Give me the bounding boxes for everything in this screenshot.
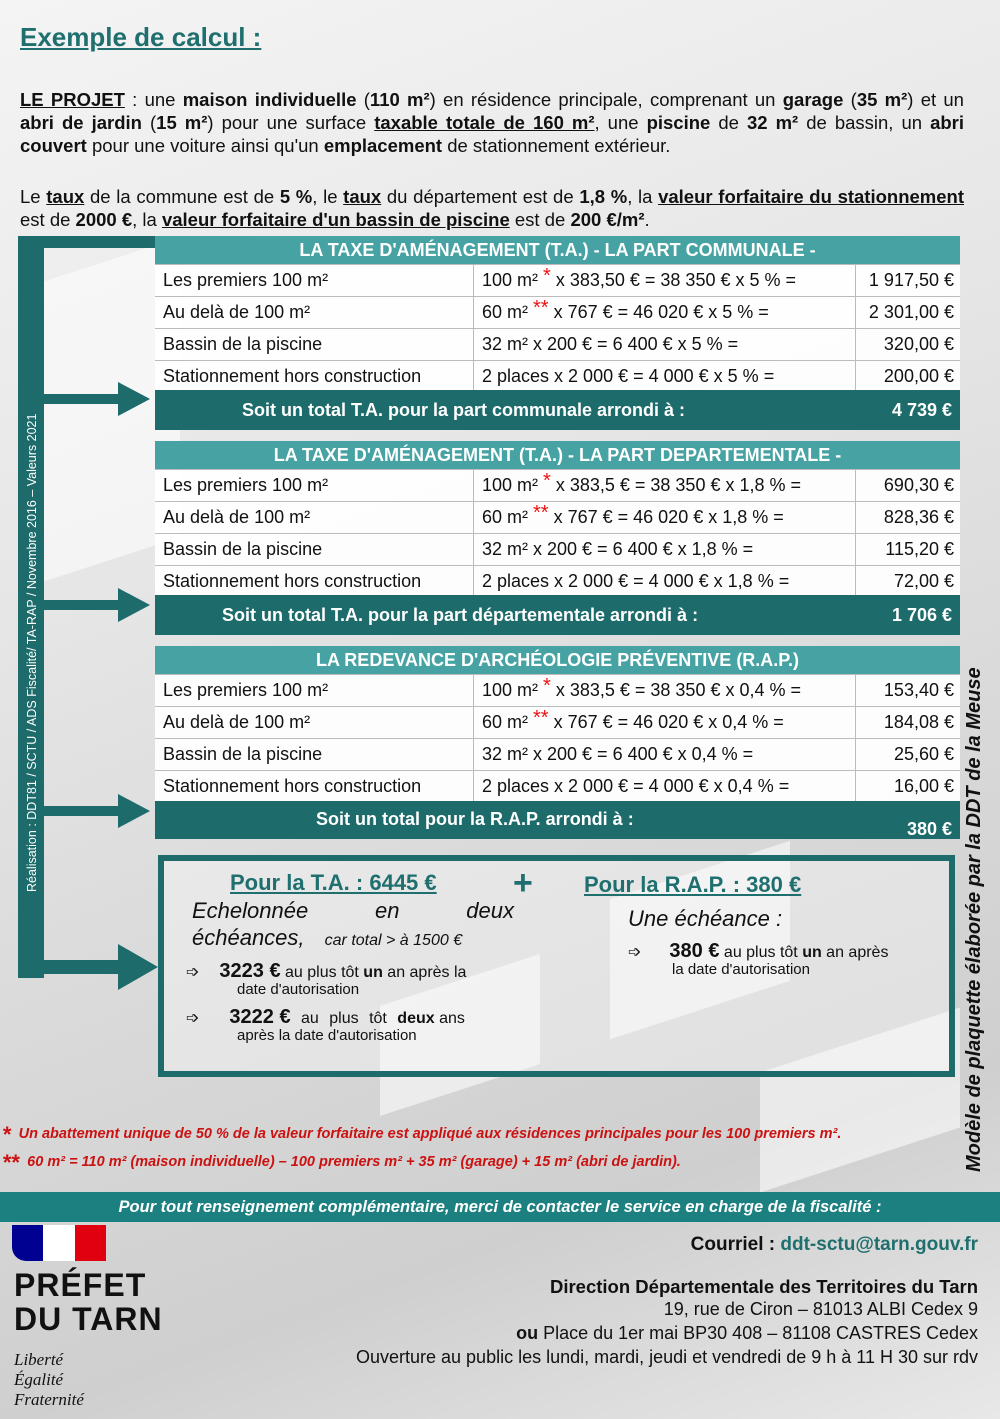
line2: la date d'autorisation bbox=[672, 961, 810, 978]
address-2 bbox=[516, 1322, 978, 1345]
total-bar-departementale bbox=[155, 595, 960, 635]
row-calculation: 60 m² ** x 767 € = 46 020 € x 5 % = bbox=[474, 297, 856, 328]
ta-echelon-line bbox=[192, 898, 514, 924]
addr-castres: Place du 1er mai BP30 408 – 81108 CASTRES Cedex bbox=[538, 1323, 978, 1343]
intro-fragment: , une bbox=[594, 112, 647, 133]
ta-line1: Echelonnée en deux bbox=[192, 898, 514, 923]
flag-white bbox=[43, 1225, 74, 1261]
flag-blue bbox=[12, 1225, 43, 1261]
rap-summary-title: Pour la R.A.P. : 380 € bbox=[584, 872, 802, 897]
intro-fragment: taux bbox=[343, 186, 382, 207]
bold-word: deux bbox=[397, 1010, 435, 1027]
table-ta-communale bbox=[155, 236, 960, 392]
intro-fragment: valeur forfaitaire du stationnement bbox=[658, 186, 964, 207]
row-label: Bassin de la piscine bbox=[155, 329, 474, 360]
page-title: Exemple de calcul : bbox=[20, 22, 262, 52]
row-label: Au delà de 100 m² bbox=[155, 707, 474, 738]
row-calculation: 32 m² x 200 € = 6 400 € x 0,4 % = bbox=[474, 739, 856, 770]
table-title: LA TAXE D'AMÉNAGEMENT (T.A.) - LA PART DEPARTEMENTALE - bbox=[155, 441, 960, 469]
arrow-head-icon bbox=[118, 944, 158, 990]
line2: après la date d'autorisation bbox=[237, 1027, 417, 1044]
republic-motto bbox=[14, 1350, 84, 1410]
arrow-shaft bbox=[44, 600, 120, 610]
contact-bar: Pour tout renseignement complémentaire, merci de contacter le service en charge de la fiscalité : bbox=[0, 1192, 1000, 1222]
arrow-head-icon bbox=[118, 588, 150, 622]
row-label: Les premiers 100 m² bbox=[155, 675, 474, 706]
intro-fragment: est de bbox=[509, 209, 571, 230]
row-value: 828,36 € bbox=[883, 507, 954, 527]
row-calculation: 2 places x 2 000 € = 4 000 € x 1,8 % = bbox=[474, 566, 856, 597]
total-label: Soit un total T.A. pour la part départementale arrondi à : bbox=[222, 605, 699, 625]
row-value: 16,00 € bbox=[893, 776, 954, 796]
row-value: 72,00 € bbox=[893, 571, 954, 591]
table-row bbox=[155, 264, 960, 296]
intro-fragment: 32 m² bbox=[746, 112, 799, 133]
arrow-right-icon: ➩ bbox=[186, 1010, 200, 1027]
row-calculation: 100 m² * x 383,5 € = 38 350 € x 0,4 % = bbox=[474, 675, 856, 706]
total-value: 380 € bbox=[906, 819, 952, 839]
intro-fragment: taux bbox=[46, 186, 85, 207]
intro-fragment: 15 m² bbox=[156, 112, 208, 133]
rap-line1: Une échéance : bbox=[628, 906, 783, 931]
intro-fragment: , le bbox=[312, 186, 344, 207]
intro-fragment: ) pour une surface bbox=[207, 112, 375, 133]
total-label: Soit un total T.A. pour la part communale arrondi à : bbox=[242, 400, 686, 420]
email-label: Courriel : bbox=[690, 1234, 781, 1255]
addr-or: ou bbox=[516, 1323, 539, 1343]
row-calculation: 32 m² x 200 € = 6 400 € x 5 % = bbox=[474, 329, 856, 360]
intro-fragment: , la bbox=[132, 209, 162, 230]
footnote-star: ** bbox=[533, 502, 549, 524]
row-calculation: 60 m² ** x 767 € = 46 020 € x 0,4 % = bbox=[474, 707, 856, 738]
intro-fragment: , la bbox=[627, 186, 659, 207]
intro-fragment: : une bbox=[124, 89, 183, 110]
table-row bbox=[155, 360, 960, 392]
row-label: Bassin de la piscine bbox=[155, 739, 474, 770]
ta-line2b: car total > à 1500 € bbox=[324, 932, 463, 949]
table-row bbox=[155, 296, 960, 328]
ta-installment-2 bbox=[186, 1006, 465, 1044]
intro-fragment: maison individuelle bbox=[182, 89, 357, 110]
motto-fraternite: Fraternité bbox=[14, 1390, 84, 1409]
intro-fragment: ( bbox=[356, 89, 370, 110]
row-value: 200,00 € bbox=[883, 366, 954, 386]
table-row bbox=[155, 738, 960, 770]
table-rows bbox=[155, 264, 960, 392]
text: au plus tôt bbox=[280, 964, 364, 981]
row-calculation: 60 m² ** x 767 € = 46 020 € x 1,8 % = bbox=[474, 502, 856, 533]
prefet-logo-text bbox=[14, 1268, 163, 1336]
arrow-head-icon bbox=[118, 794, 150, 828]
text: au plus tôt bbox=[290, 1010, 398, 1027]
footnote-text: 60 m² = 110 m² (maison individuelle) – 100 premiers m² + 35 m² (garage) + 15 m² (abri de jardin). bbox=[27, 1154, 681, 1170]
footnote-2 bbox=[2, 1150, 681, 1176]
row-value: 153,40 € bbox=[883, 680, 954, 700]
intro-fragment: piscine bbox=[646, 112, 711, 133]
text: an après la bbox=[382, 964, 467, 981]
intro-fragment: abri de jardin bbox=[20, 112, 142, 133]
row-label: Bassin de la piscine bbox=[155, 534, 474, 565]
footnote-star: * bbox=[543, 265, 551, 287]
bold-word: un bbox=[363, 964, 383, 981]
email-link[interactable]: ddt-sctu@tarn.gouv.fr bbox=[780, 1234, 978, 1255]
intro-fragment: emplacement bbox=[323, 135, 443, 156]
text: an après bbox=[821, 944, 889, 961]
ta-line2a: échéances, bbox=[192, 925, 305, 950]
text: au plus tôt bbox=[719, 944, 803, 961]
text: ans bbox=[434, 1010, 465, 1027]
table-row bbox=[155, 770, 960, 802]
intro-fragment: 2000 € bbox=[75, 209, 133, 230]
intro-fragment: garage bbox=[782, 89, 844, 110]
org-name: Direction Départementale des Territoires du Tarn bbox=[549, 1276, 978, 1297]
intro-fragment: 200 €/m² bbox=[570, 209, 645, 230]
footnote-star: * bbox=[543, 675, 551, 697]
motto-egalite: Égalité bbox=[14, 1370, 64, 1389]
ta-installment-1 bbox=[186, 960, 466, 998]
total-value: 1 706 € bbox=[891, 605, 952, 625]
intro-fragment: du département est de bbox=[381, 186, 580, 207]
footnote-star: ** bbox=[533, 707, 549, 729]
total-label: Soit un total pour la R.A.P. arrondi à : bbox=[316, 809, 634, 829]
arrows-svg bbox=[0, 0, 175, 1000]
row-value: 184,08 € bbox=[883, 712, 954, 732]
arrow-shaft bbox=[44, 394, 120, 404]
table-row bbox=[155, 469, 960, 501]
intro-fragment: 1,8 % bbox=[579, 186, 628, 207]
row-label: Stationnement hors construction bbox=[155, 771, 474, 802]
flag-red bbox=[75, 1225, 106, 1261]
footnote-star: * bbox=[543, 470, 551, 492]
motto-liberte: Liberté bbox=[14, 1350, 64, 1369]
table-row bbox=[155, 328, 960, 360]
address-3: Ouverture au public les lundi, mardi, jeudi et vendredi de 9 h à 11 H 30 sur rdv bbox=[355, 1347, 978, 1367]
email-line bbox=[691, 1234, 978, 1256]
row-calculation: 2 places x 2 000 € = 4 000 € x 0,4 % = bbox=[474, 771, 856, 802]
row-calculation: 32 m² x 200 € = 6 400 € x 1,8 % = bbox=[474, 534, 856, 565]
arrow-right-icon: ➩ bbox=[628, 944, 642, 961]
row-value: 320,00 € bbox=[883, 334, 954, 354]
intro-fragment: pour une voiture ainsi qu'un bbox=[86, 135, 324, 156]
table-row bbox=[155, 501, 960, 533]
row-label: Les premiers 100 m² bbox=[155, 470, 474, 501]
intro-fragment: 5 % bbox=[279, 186, 313, 207]
intro-fragment: ( bbox=[843, 89, 857, 110]
intro-fragment: valeur forfaitaire d'un bassin de piscine bbox=[161, 209, 510, 230]
row-calculation: 100 m² * x 383,5 € = 38 350 € x 1,8 % = bbox=[474, 470, 856, 501]
total-bar-communale bbox=[155, 390, 960, 430]
row-label: Les premiers 100 m² bbox=[155, 265, 474, 296]
row-calculation: 100 m² * x 383,50 € = 38 350 € x 5 % = bbox=[474, 265, 856, 296]
row-label: Stationnement hors construction bbox=[155, 361, 474, 392]
intro-fragment: ) en résidence principale, comprenant un bbox=[429, 89, 783, 110]
address-1: 19, rue de Ciron – 81013 ALBI Cedex 9 bbox=[663, 1299, 978, 1319]
intro-fragment: de bassin, un bbox=[798, 112, 931, 133]
intro-fragment: taxable totale de 160 m² bbox=[374, 112, 595, 133]
intro-fragment: de bbox=[710, 112, 747, 133]
footnote-mark: * bbox=[2, 1122, 11, 1147]
table-row bbox=[155, 565, 960, 597]
intro-fragment: 110 m² bbox=[369, 89, 430, 110]
arrow-shaft bbox=[44, 806, 120, 816]
row-label: Stationnement hors construction bbox=[155, 566, 474, 597]
credits-vertical-text: Réalisation : DDT81 / SCTU / ADS Fiscalité/ TA-RAP / Novembre 2016 – Valeurs 2021 bbox=[25, 413, 39, 892]
table-rows bbox=[155, 469, 960, 597]
logo-line1: PRÉFET bbox=[14, 1267, 147, 1303]
table-row bbox=[155, 706, 960, 738]
table-row bbox=[155, 533, 960, 565]
row-value: 690,30 € bbox=[883, 475, 954, 495]
row-calculation: 2 places x 2 000 € = 4 000 € x 5 % = bbox=[474, 361, 856, 392]
footnote-mark: ** bbox=[2, 1150, 20, 1175]
intro-fragment: de la commune est de bbox=[84, 186, 280, 207]
table-rows bbox=[155, 674, 960, 802]
table-title: LA TAXE D'AMÉNAGEMENT (T.A.) - LA PART COMMUNALE - bbox=[155, 236, 960, 264]
arrow-right-icon: ➩ bbox=[186, 964, 200, 981]
table-title: LA REDEVANCE D'ARCHÉOLOGIE PRÉVENTIVE (R.A.P.) bbox=[155, 646, 960, 674]
row-label: Au delà de 100 m² bbox=[155, 502, 474, 533]
marianne-logo bbox=[12, 1225, 106, 1261]
ta-summary-title: Pour la T.A. : 6445 € bbox=[230, 870, 437, 895]
intro-fragment: ) et un bbox=[907, 89, 964, 110]
footnote-1 bbox=[2, 1122, 841, 1148]
arrow-head-icon bbox=[118, 382, 150, 416]
intro-fragment: est de bbox=[20, 209, 76, 230]
intro-fragment: de stationnement extérieur. bbox=[442, 135, 671, 156]
rap-installment bbox=[628, 940, 888, 978]
intro-fragment: 35 m² bbox=[856, 89, 908, 110]
amount: 380 € bbox=[669, 940, 720, 962]
intro-fragment: ( bbox=[141, 112, 157, 133]
table-rap bbox=[155, 646, 960, 802]
plus-sign: + bbox=[513, 864, 533, 902]
line2: date d'autorisation bbox=[237, 981, 360, 998]
total-value: 4 739 € bbox=[891, 400, 952, 420]
logo-line2: DU TARN bbox=[14, 1301, 163, 1337]
footnote-text: Un abattement unique de 50 % de la valeur forfaitaire est appliqué aux résidences principales pour les 100 premiers m². bbox=[18, 1126, 842, 1142]
ta-line2 bbox=[192, 925, 462, 951]
amount: 3223 € bbox=[219, 960, 281, 982]
arrow-shaft bbox=[44, 960, 120, 974]
intro-fragment: Le bbox=[20, 186, 47, 207]
total-bar-rap bbox=[155, 801, 960, 839]
intro-fragment: . bbox=[644, 209, 650, 230]
row-value: 115,20 € bbox=[885, 539, 954, 559]
intro-fragment: abri couvert bbox=[20, 112, 965, 156]
row-label: Au delà de 100 m² bbox=[155, 297, 474, 328]
amount: 3222 € bbox=[229, 1006, 291, 1028]
row-value: 2 301,00 € bbox=[868, 302, 954, 322]
row-value: 1 917,50 € bbox=[868, 270, 954, 290]
row-value: 25,60 € bbox=[893, 744, 954, 764]
footnote-star: ** bbox=[533, 297, 549, 319]
model-credit-vertical: Modèle de plaquette élaborée par la DDT de la Meuse bbox=[963, 667, 985, 1172]
projet-label: LE PROJET bbox=[20, 89, 125, 110]
table-ta-departementale bbox=[155, 441, 960, 597]
table-row bbox=[155, 674, 960, 706]
bold-word: un bbox=[802, 944, 822, 961]
